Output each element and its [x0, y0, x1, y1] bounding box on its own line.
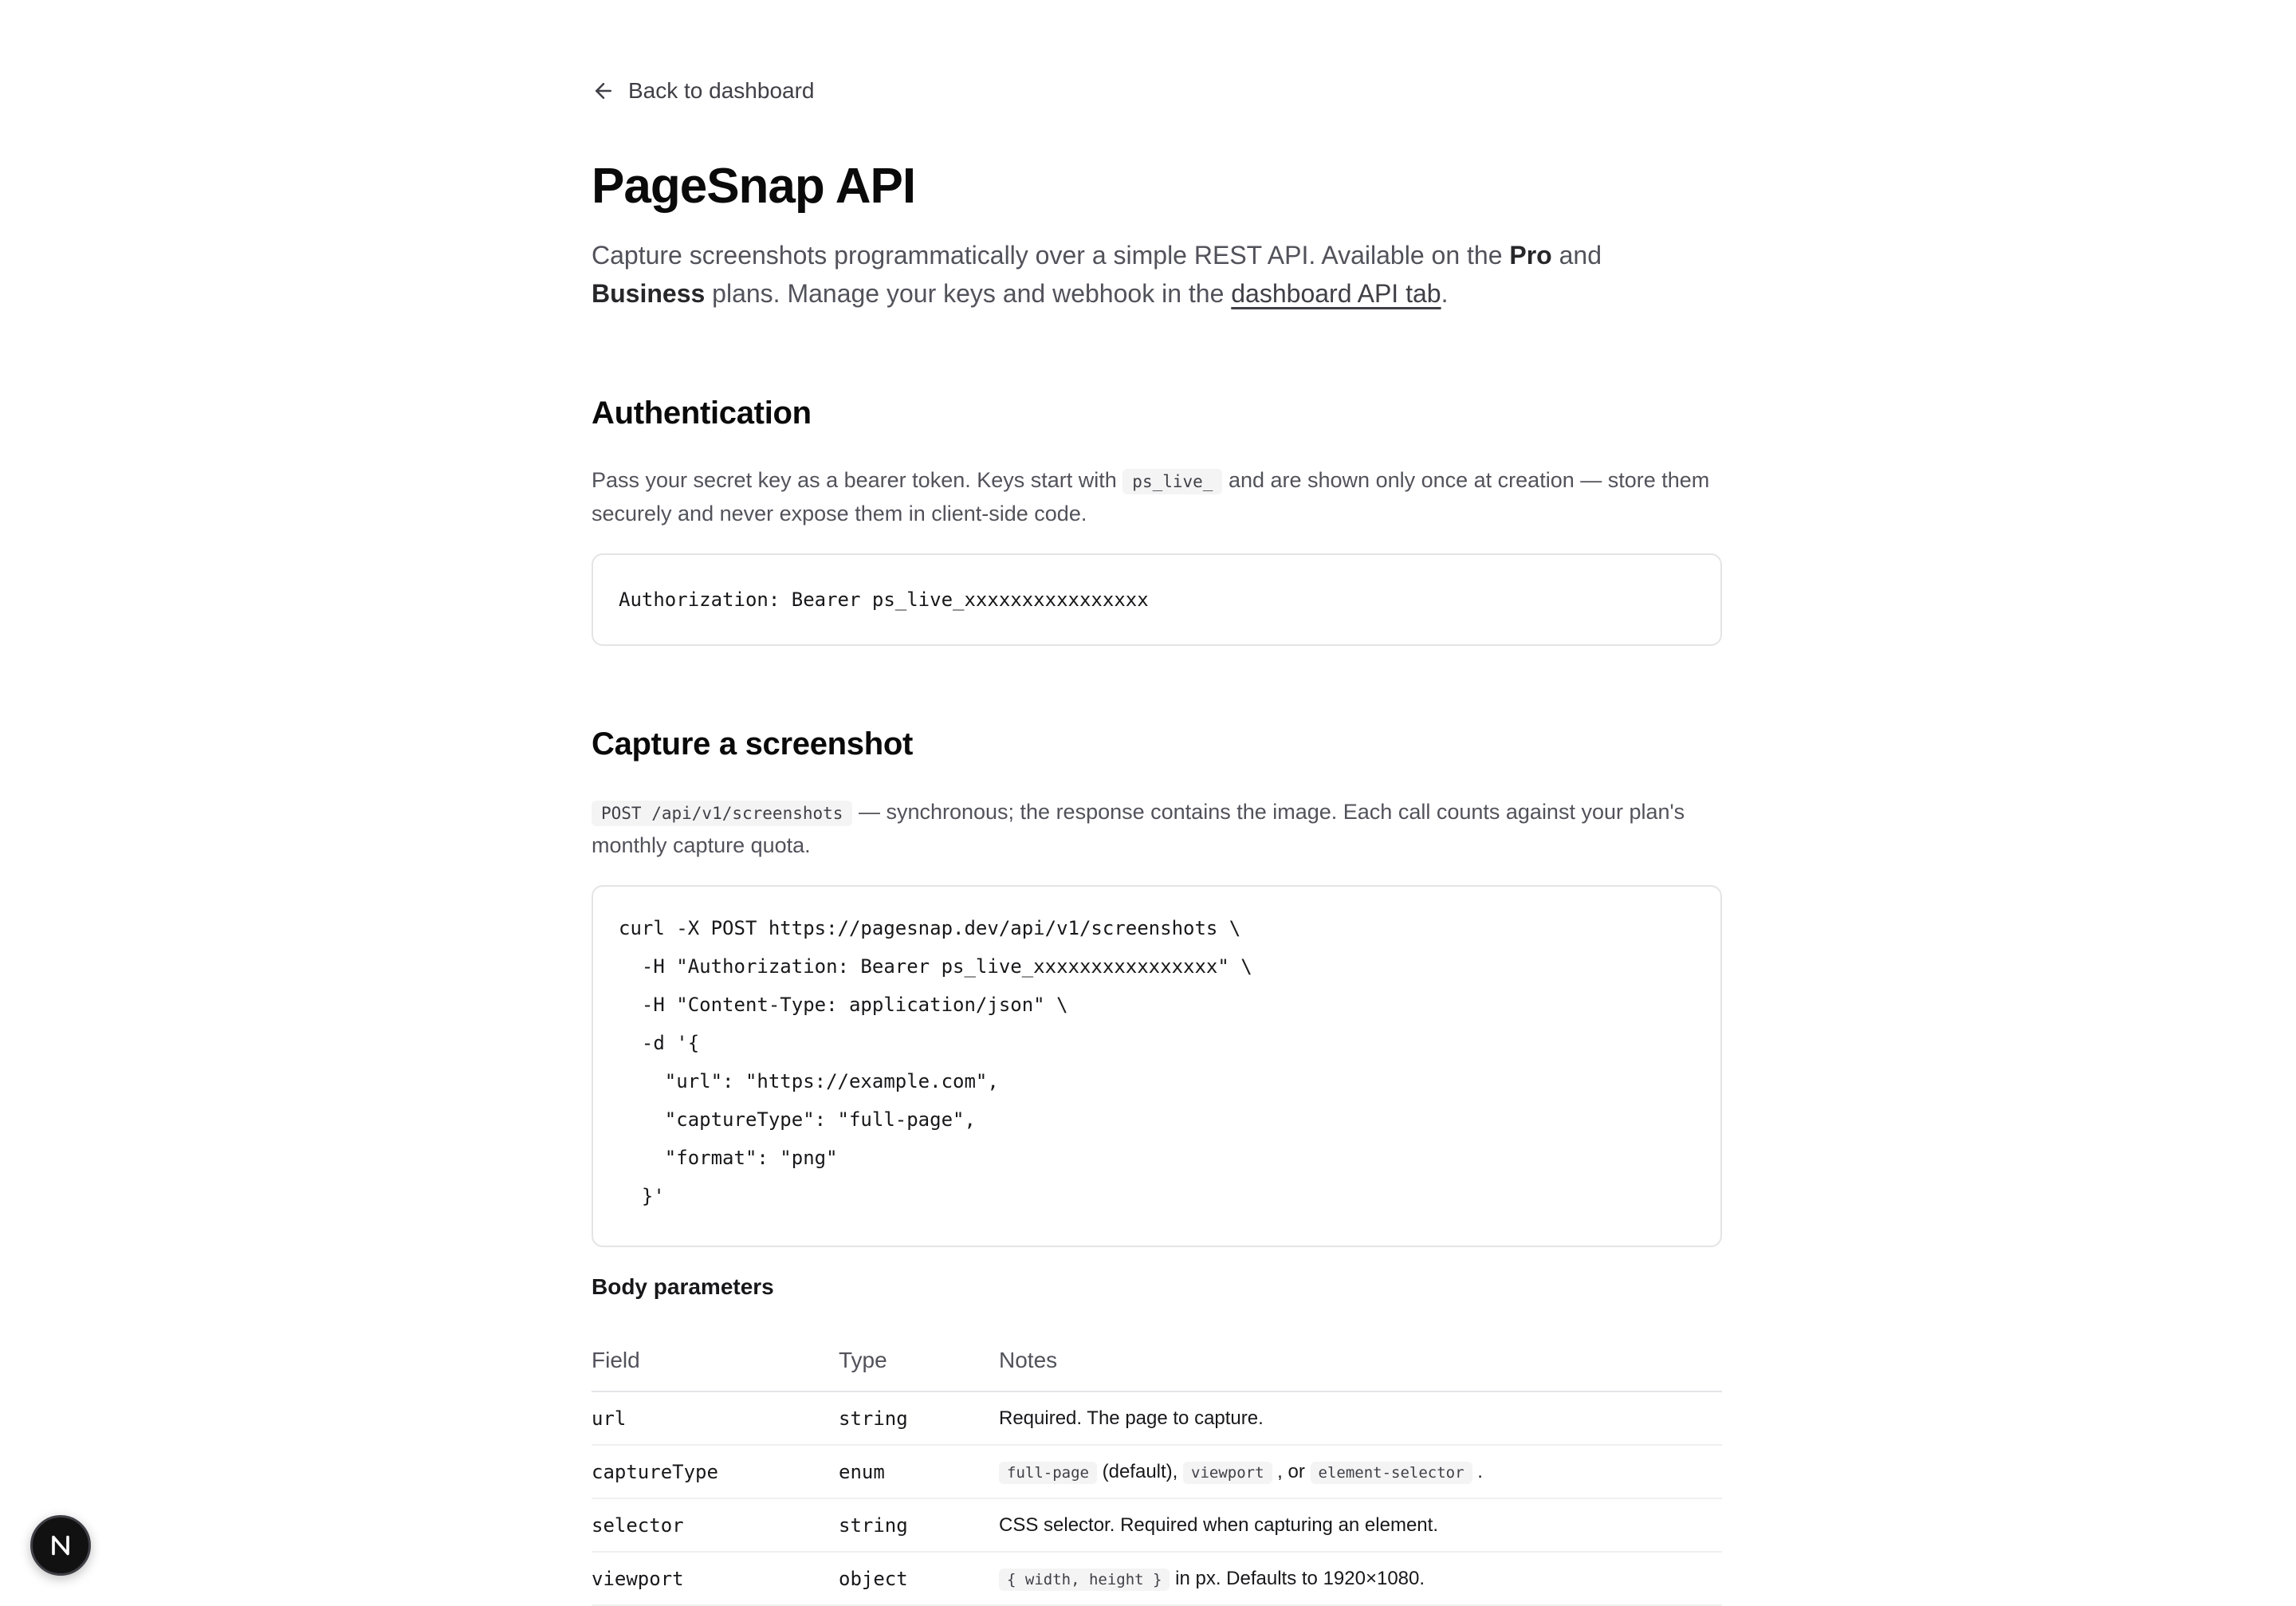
intro-text: Capture screenshots programmatically over a simple REST API. Available on the: [592, 241, 1510, 270]
field-cell: viewport: [592, 1552, 839, 1605]
page-title: PageSnap API: [592, 159, 916, 214]
key-prefix-code: ps_live_: [1122, 469, 1222, 494]
notes-cell: Required. The page to capture.: [999, 1391, 1722, 1445]
table-row: [592, 1445, 1722, 1498]
body-parameters-heading: Body parameters: [592, 1274, 774, 1299]
table-row: [592, 1498, 1722, 1552]
type-cell: string: [839, 1498, 999, 1552]
table-header-row: [592, 1330, 1722, 1391]
notes-cell: [999, 1445, 1722, 1498]
code-line: Authorization: Bearer ps_live_xxxxxxxxxxxxxxxx: [619, 588, 1149, 611]
back-label: Back to dashboard: [628, 78, 815, 103]
column-header-type: Type: [839, 1330, 999, 1391]
intro-period: .: [1441, 279, 1449, 308]
auth-text: Pass your secret key as a bearer token. Keys start with: [592, 468, 1123, 492]
field-cell: selector: [592, 1498, 839, 1552]
code-line: "url": "https://example.com",: [619, 1070, 999, 1092]
curl-code-block[interactable]: [592, 885, 1722, 1247]
authentication-heading: Authentication: [592, 396, 812, 431]
auth-description: [592, 464, 1722, 529]
capture-description: [592, 796, 1722, 861]
notes-text: in px. Defaults to 1920×1080.: [1170, 1567, 1425, 1589]
column-header-notes: Notes: [999, 1330, 1722, 1391]
enum-value-code: viewport: [1183, 1462, 1272, 1484]
code-line: -H "Content-Type: application/json" \: [619, 994, 1068, 1016]
code-line: -d '{: [619, 1032, 700, 1054]
notes-cell: [999, 1552, 1722, 1605]
capture-text: — synchronous; the response contains the image. Each call counts against your plan's monthly capture quota.: [592, 800, 1685, 857]
notes-text: (default),: [1096, 1460, 1183, 1482]
field-cell: captureType: [592, 1445, 839, 1498]
intro-text-2: plans. Manage your keys and webhook in the: [705, 279, 1232, 308]
type-cell: string: [839, 1391, 999, 1445]
table-row: [592, 1391, 1722, 1445]
field-cell: url: [592, 1391, 839, 1445]
auth-text-2: and are shown only once at creation — store them securely and never expose them in client-side code.: [592, 468, 1710, 525]
auth-code-block[interactable]: [592, 553, 1722, 646]
enum-value-code: full-page: [999, 1462, 1097, 1484]
notes-text: , or: [1272, 1460, 1311, 1482]
plan-pro: Pro: [1509, 241, 1552, 270]
code-line: }': [619, 1185, 665, 1207]
column-header-field: Field: [592, 1330, 839, 1391]
code-line: curl -X POST https://pagesnap.dev/api/v1/screenshots \: [619, 917, 1241, 939]
dashboard-api-tab-link[interactable]: dashboard API tab: [1231, 279, 1441, 308]
code-line: -H "Authorization: Bearer ps_live_xxxxxxxxxxxxxxxx" \: [619, 955, 1252, 978]
n-logo-button[interactable]: [30, 1515, 91, 1576]
endpoint-code: POST /api/v1/screenshots: [592, 801, 852, 826]
capture-heading: Capture a screenshot: [592, 726, 914, 762]
plan-business: Business: [592, 279, 706, 308]
page-intro: [592, 236, 1722, 313]
code-line: "format": "png": [619, 1147, 838, 1169]
intro-and: and: [1551, 241, 1602, 270]
enum-value-code: element-selector: [1311, 1462, 1472, 1484]
body-parameters-table: [592, 1330, 1722, 1606]
arrow-left-icon: [592, 79, 615, 103]
type-cell: enum: [839, 1445, 999, 1498]
back-to-dashboard-link[interactable]: [592, 78, 815, 104]
code-line: "captureType": "full-page",: [619, 1108, 976, 1131]
table-row: [592, 1552, 1722, 1605]
type-cell: object: [839, 1552, 999, 1605]
n-logo-icon: [46, 1531, 75, 1560]
notes-text: .: [1472, 1460, 1483, 1482]
notes-cell: CSS selector. Required when capturing an element.: [999, 1498, 1722, 1552]
viewport-object-code: { width, height }: [999, 1569, 1170, 1591]
